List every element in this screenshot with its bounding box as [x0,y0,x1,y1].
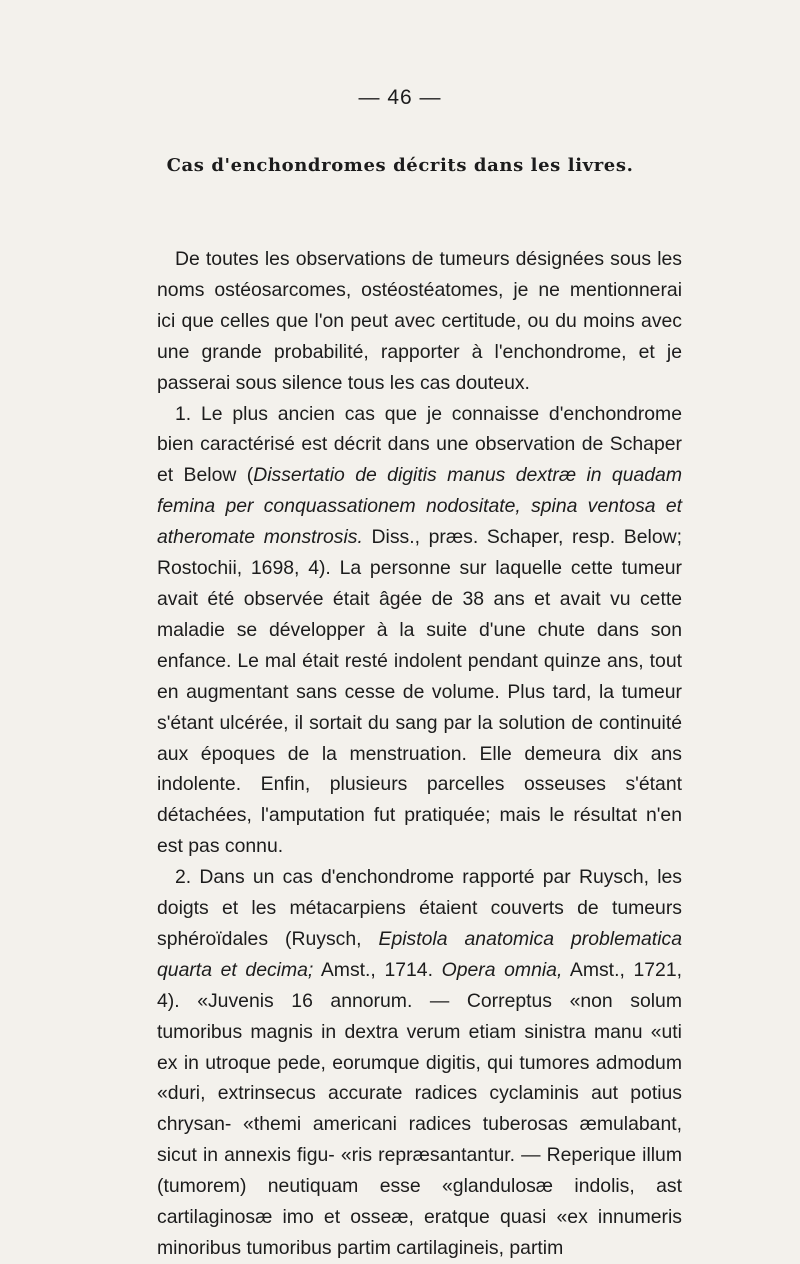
text-run: Amst., 1714. [313,958,442,981]
text-run: De toutes les observations de tumeurs désignées sous les noms ostéosarcomes, ostéostéatomes, je ne mentionnerai ici que celles que l'on peut avec certitude, ou du moins avec une grande probabilité, rapporter à l'enchondrome, et je passerai sous silence tous les cas douteux. [157,248,682,394]
body-text [157,244,682,1264]
page-number: — 46 — [358,86,442,109]
italic-title: Dissertatio de digitis manus dextræ in quadam femina per conquassationem nodositate, spina ventosa et atheromate monstrosis. [157,464,682,549]
paragraph [157,244,682,399]
section-title: Cas d'enchondromes décrits dans les livres. [166,155,634,176]
paragraph [157,399,682,863]
text-run: Diss., præs. Schaper, resp. Below; Rostochii, 1698, 4). La personne sur laquelle cette tumeur avait été observée était âgée de 38 ans et avait vu cette maladie se développer à la suite d'une chute dans son enfance. Le mal était resté indolent pendant quinze ans, tout en augmentant sans cesse de volume. Plus tard, la tumeur s'étant ulcérée, il sortait du sang par la solution de continuité aux époques de la menstruation. Elle demeura dix ans indolente. Enfin, plusieurs parcelles osseuses s'étant détachées, l'amputation fut pratiquée; mais le résultat n'en est pas connu. [157,526,683,858]
italic-title: Epistola anatomica problematica quarta et decima; [157,927,682,981]
text-run: Amst., 1721, 4). «Juvenis 16 annorum. — Correptus «non solum tumoribus magnis in dextra verum etiam sinistra manu «uti ex in utroque pede, eorumque digitis, qui tumores admodum «duri, extrinsecus accurate radices cyclaminis aut potius chrysan- «themi americani radices tuberosas æmulabant, sicut in annexis figu- «ris repræsantantur. — Reperique illum (tumorem) neutiquam esse «glandulosæ indolis, ast cartilaginosæ imo et osseæ, eratque quasi «ex innumeris minoribus tumoribus partim cartilagineis, partim [157,958,683,1259]
text-run: 1. Le plus ancien cas que je connaisse d'enchondrome bien caractérisé est décrit dans une observation de Schaper et Below ( [157,402,682,487]
italic-title: Opera omnia, [441,958,563,981]
paragraph [157,862,682,1264]
text-run: 2. Dans un cas d'enchondrome rapporté par Ruysch, les doigts et les métacarpiens étaient couverts de tumeurs sphéroïdales (Ruysch, [157,866,682,950]
